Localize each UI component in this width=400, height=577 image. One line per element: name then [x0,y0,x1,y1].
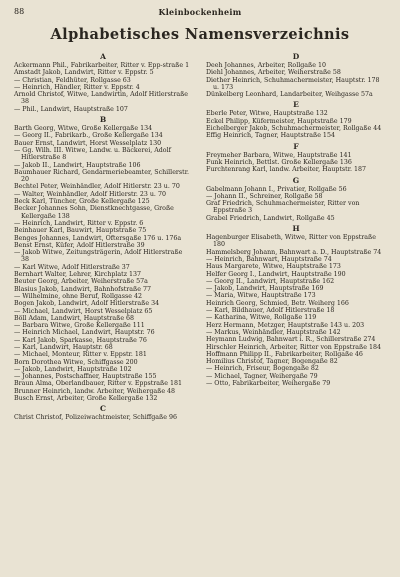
directory-entry: Blasius Jakob, Landwirt, Bahnhofstraße 77 [14,285,151,293]
section-letter: D [292,52,300,61]
directory-entry: Eberle Peter, Witwe, Hauptstraße 132 [206,110,328,118]
directory-entry: — Barbara Witwe, Große Kellergaße 111 [14,322,145,330]
directory-entry: Bogen Jakob, Landwirt, Adolf Hitlerstraße 34 [14,300,160,308]
directory-entry: Barth Georg, Witwe, Große Kellergaße 134 [14,125,153,133]
directory-entry: Bernhart Walter, Lehrer, Kirchplatz 137 [14,271,142,279]
section-letter: F [293,141,299,151]
directory-entry: Born Dorothea Witwe, Schiffgasse 200 [14,358,138,366]
directory-entry: Diether Heinrich, Schuhmachermeister, Hauptstr. 178 u. 173 [206,76,380,91]
section-letter: A [100,52,106,61]
directory-entry: Hammelsberg Johann, Bahnwart a. D., Hauptstraße 74 [206,248,382,256]
directory-entry: Heymann Ludwig, Bahnwart i. R., Schillerstraße 274 [206,336,376,344]
page-header [14,6,386,18]
directory-entry: — Michael, Tagner, Weihergaße 79 [206,372,318,380]
directory-entry: — Jakob Witwe, Zeitungsträgerin, Adolf Hitlerstraße 38 [14,249,183,264]
section-letter: H [292,224,300,234]
directory-entry: Dünkelberg Leonhard, Landarbeiter, Weihgasse 57a [206,91,373,99]
directory-entry: — Heinrich, Friseur, Bogengaße 82 [206,365,319,373]
directory-entry: Braun Alma, Oberlandbauer, Ritter v. Eppstraße 181 [14,380,182,388]
directory-entry: Beuter Georg, Arbeiter, Weiherstraße 57a [14,278,148,286]
directory-entry: Herz Hermann, Metzger, Hauptstraße 143 u. 203 [206,321,365,329]
directory-entry: — Karl Witwe, Adolf Hitlerstraße 37 [14,263,130,271]
directory-entry: Effig Heinrich, Tagner, Hauptstraße 154 [206,132,335,140]
directory-entry: — Michael, Landwirt, Horst Wesselplatz 65 [14,307,153,315]
directory-entry: — Phil., Landwirt, Hauptstraße 107 [14,105,128,113]
section-letter: G [292,175,300,185]
section-letter: B [99,115,107,125]
directory-entry: Deeh Johannes, Arbeiter, Rollgaße 10 [206,62,326,69]
directory-entry: — Jakob, Landwirt, Hauptstraße 169 [206,285,324,293]
page-number: 88 [14,7,25,16]
directory-entry: — Gg. Wilh. III. Witwe, Landw. u. Bäckerei, Adolf Hitlerstraße 8 [14,146,171,162]
directory-entry: Funk Heinrich, Bettlst. Große Kellergaße 136 [206,158,352,166]
directory-entry: Baumhauer Richard, Gendarmeriebeamter, Schillerstr. 20 [14,168,190,184]
directory-entry: Eichelberger Jakob, Schuhmachermeister, Rollgaße 44 [206,125,382,133]
directory-entry: Hoffmann Philipp II., Fabrikarbeiter, Rollgaße 46 [206,350,363,358]
directory-entry: Bechtel Peter, Weinhändler, Adolf Hitlerstr. 23 u. 70 [14,183,180,191]
directory-entry: Arnold Christof, Witwe, Landwirtin, Adolf Hitlerstraße 38 [14,91,189,106]
directory-entry: — Karl, Bildhauer, Adolf Hitlerstraße 18 [206,307,335,315]
directory-entry: Hirschler Heinrich, Arbeiter, Ritter von Eppstraße 184 [206,343,381,351]
directory-entry: Becker Johannes Sohn, Dienstknechtgasse, Große Kellergaße 138 [14,205,174,220]
directory-entry: Böll Adam, Landwirt, Hauptstraße 68 [14,314,135,322]
directory-entry: Christ Christof, Polizeiwachtmeister, Schiffgaße 96 [14,414,177,422]
directory-entry: — Jakob II., Landwirt, Hauptstraße 106 [14,161,141,169]
directory-entry: Helfer Georg I., Landwirt, Hauptstraße 190 [206,270,346,278]
directory-entry: Homilius Christof, Tagner, Bogengaße 82 [206,358,338,366]
directory-entry: Gabelmann Johann I., Privatier, Rollgaße 56 [206,185,347,193]
directory-entry: Beinhauer Karl, Bauwirt, Hauptstraße 75 [14,227,147,235]
left-column [14,50,192,422]
directory-entry: — Georg II., Fabrikarb., Große Kellergaße 134 [14,132,163,140]
directory-entry: — Christian, Feldhüter, Rollgasse 63 [14,76,131,84]
directory-entry: — Heinrich Michael, Landwirt, Hauptstr. 76 [14,329,155,337]
directory-entry: Diehl Johannes, Arbeiter, Weiherstraße 58 [206,69,341,77]
directory-entry: Haus Margarete, Witwe, Hauptstraße 173 [206,263,341,271]
directory-entry: — Heinrich, Händler, Ritter v. Eppstr. 4 [14,83,140,91]
directory-entry: Hagenburger Elisabeth, Witwe, Ritter von Eppstraße 180 [206,234,376,249]
directory-entry: Beck Karl, Tüncher, Große Kellergaße 125 [14,198,150,206]
directory-entry: Amstadt Jakob, Landwirt, Ritter v. Eppstr. 5 [14,69,154,77]
directory-entry: Bauer Ernst, Landwirt, Horst Wesselplatz 130 [14,139,162,147]
section-letter: C [100,404,106,414]
directory-entry: Furchtenrang Karl, landw. Arbeiter, Hauptstr. 187 [206,166,367,174]
directory-entry: Heinrich Georg, Schmied, Betr. Weiherg 166 [206,299,349,307]
directory-entry: — Karl Jakob, Sparkasse, Hauptstraße 76 [14,336,147,344]
page-title: Alphabetisches Namensverzeichnis [50,26,350,43]
directory-entry: Graf Friedrich, Schuhmachermeister, Ritter von Eppstraße 3 [206,200,360,215]
directory-entry: Benst Ernst, Küfer, Adolf Hitlerstraße 39 [14,241,145,249]
directory-entry: — Georg II., Landwirt, Hauptstraße 162 [206,277,335,285]
directory-entry: — Johannes, Postschaffner, Hauptstraße 155 [14,373,157,381]
directory-entry: Ackermann Phil., Fabrikarbeiter, Ritter v. Epp-straße 1 [14,62,190,69]
directory-entry: Busch Ernst, Arbeiter, Große Kellergaße 132 [14,395,158,403]
directory-entry: — Walter, Weinhändler, Adolf Hitlerstr. 23 u. 70 [14,190,166,198]
directory-entry: — Karl, Landwirt, Hauptstr. 68 [14,343,113,351]
directory-entry: Eckel Philipp, Küfermeister, Hauptstraße 179 [206,117,352,125]
directory-entry: — Heinrich, Bahnwart, Hauptstraße 74 [206,255,332,263]
right-column [206,50,386,387]
directory-entry: — Katharina, Witwe, Rollgaße 119 [206,314,317,322]
running-title: Kleinbockenheim [158,7,242,17]
directory-entry: — Maria, Witwe, Hauptstraße 173 [206,292,316,300]
directory-entry: Grabel Friedrich, Landwirt, Rollgaße 45 [206,214,335,222]
directory-entry: — Wilhelmine, ohne Beruf, Rollgasse 42 [14,292,142,300]
directory-entry: — Michael, Monteur, Ritter v. Eppstr. 181 [14,351,147,359]
directory-entry: — Johann II., Schreiner, Rollgaße 58 [206,192,323,200]
directory-entry: Brunner Heinrich, landw. Arbeiter, Weihergaße 48 [14,387,176,395]
directory-entry: — Heinrich, Landwirt, Ritter v. Eppstr. 6 [14,219,144,227]
directory-entry: Freymeher Barbara, Witwe, Hauptstraße 141 [206,151,352,159]
directory-entry: — Jakob, Landwirt, Hauptstraße 102 [14,365,132,373]
directory-entry: — Markus, Weinhändler, Hauptstraße 142 [206,328,341,336]
directory-entry: Benges Johannes, Landwirt, Oftersgaße 176 u. 176a [14,234,182,242]
section-letter: E [293,100,299,110]
directory-entry: — Otto, Fabrikarbeiter, Weihergaße 79 [206,379,331,387]
